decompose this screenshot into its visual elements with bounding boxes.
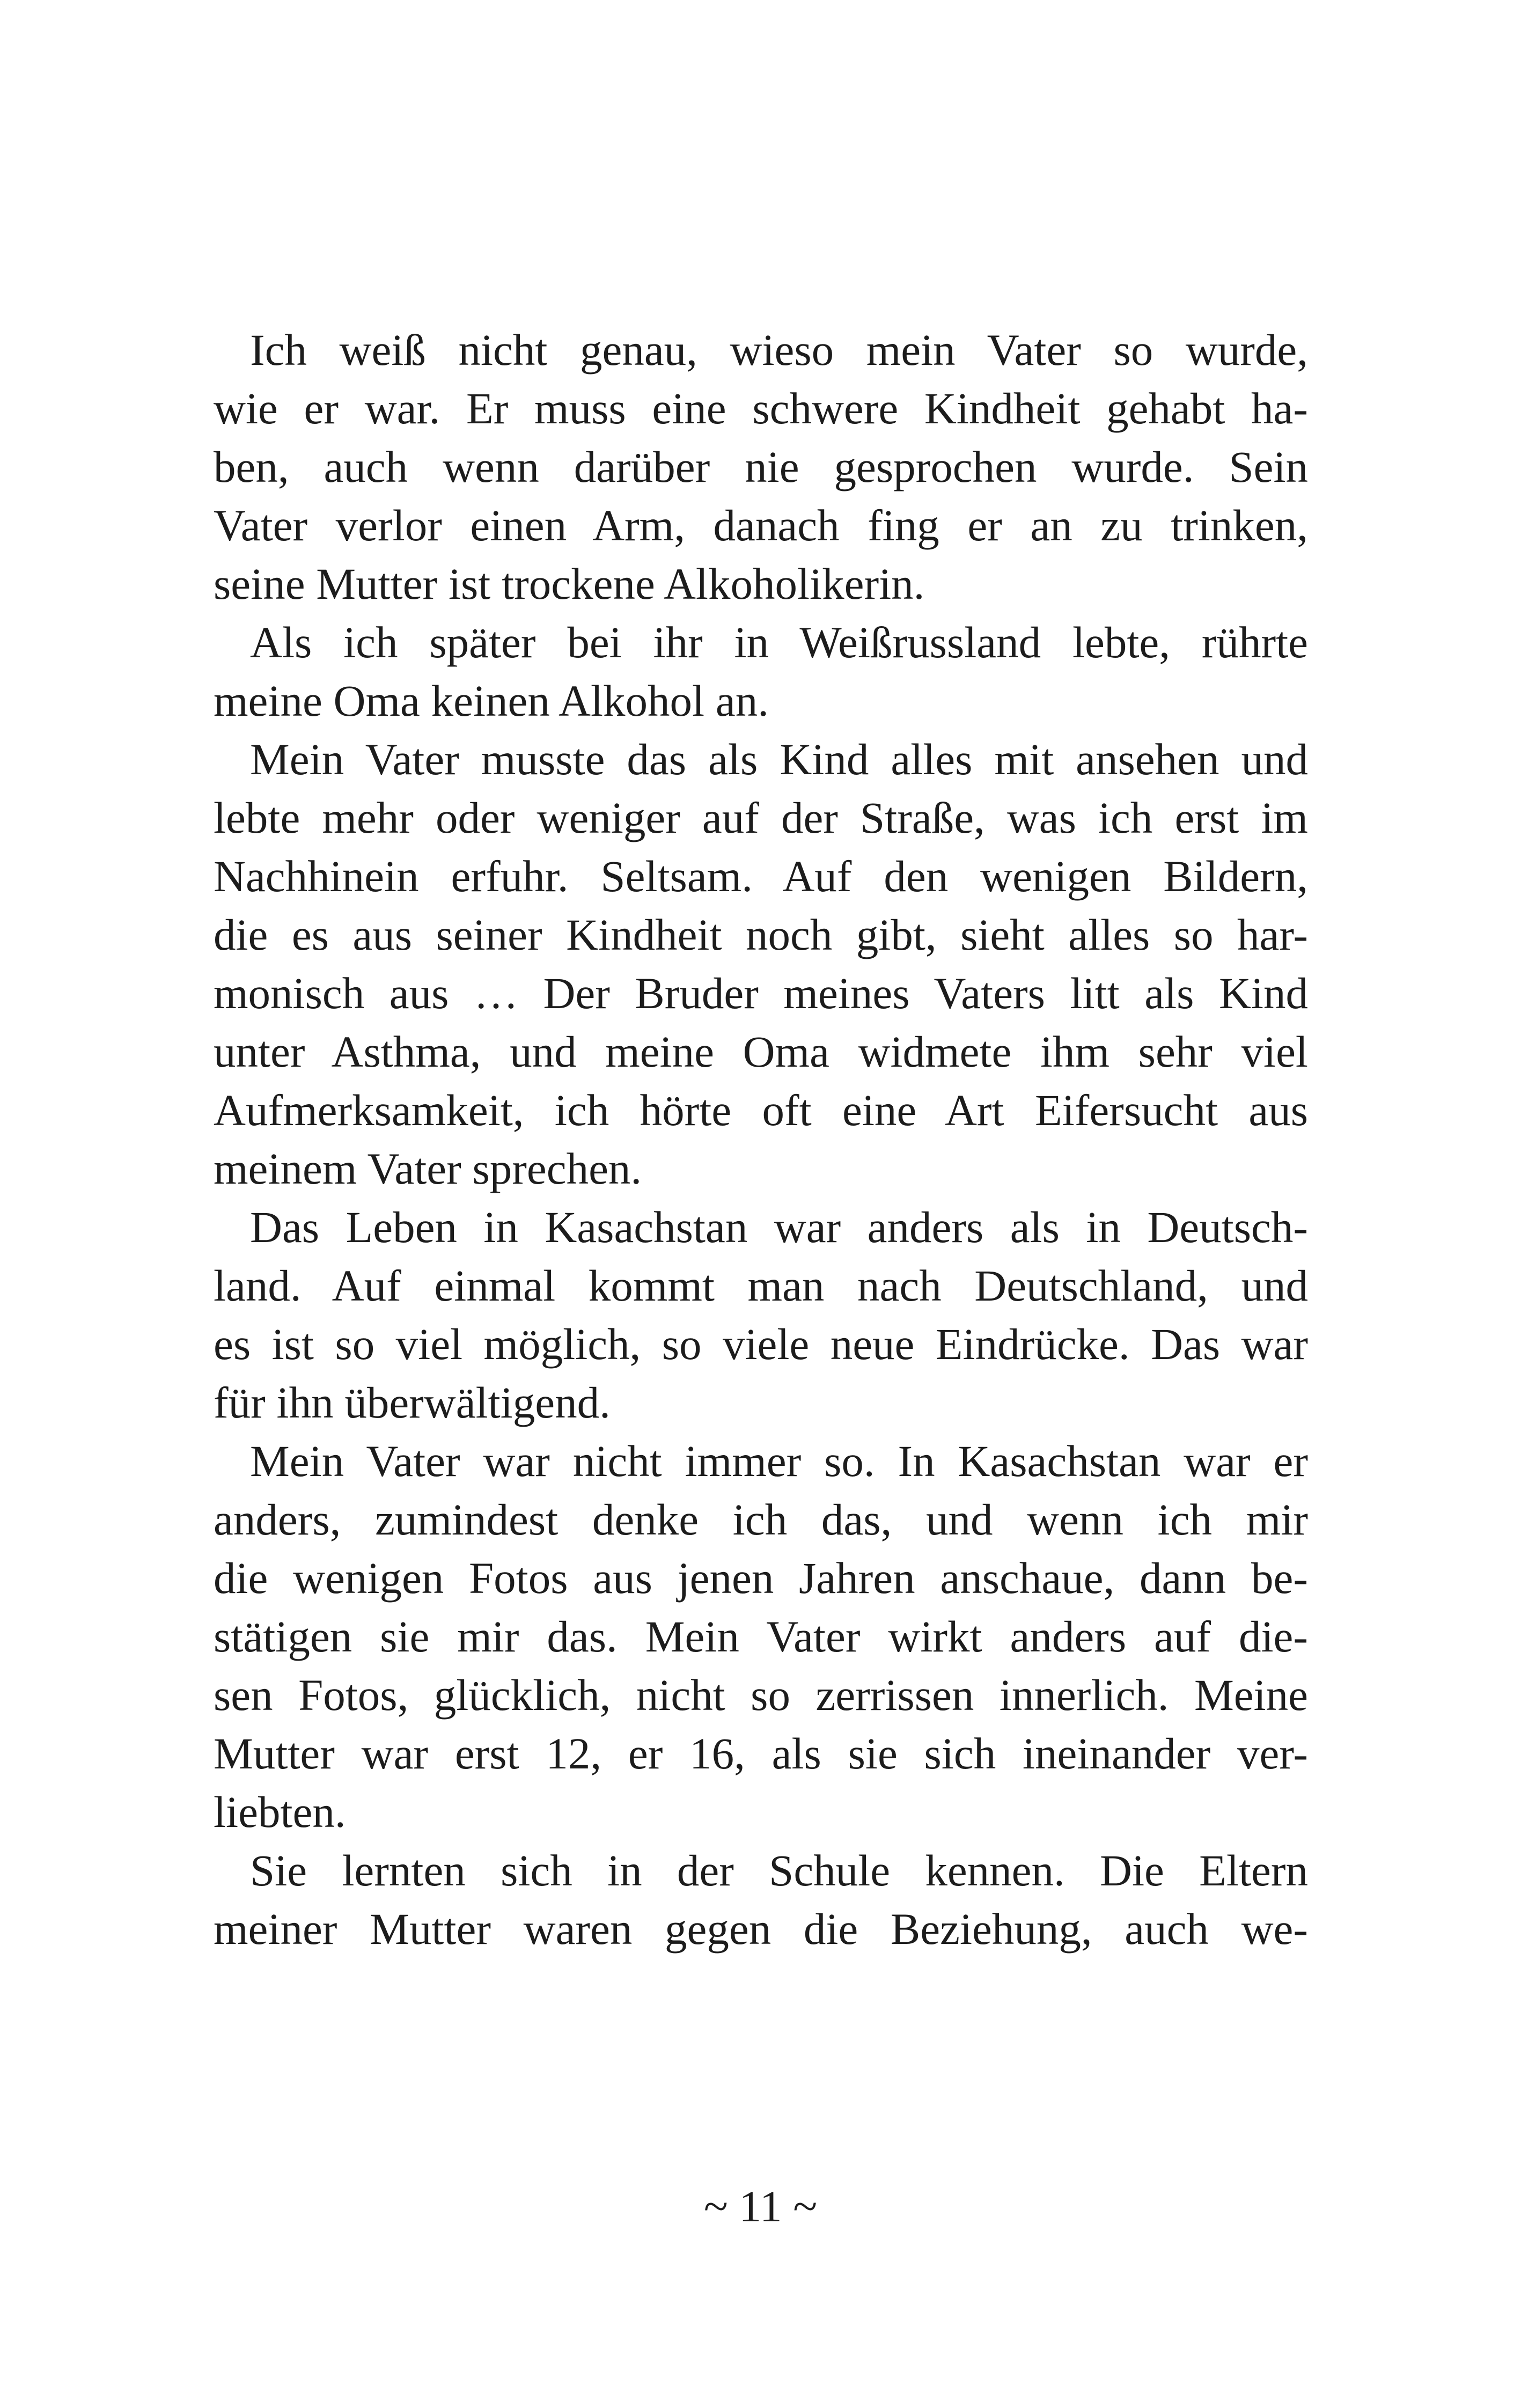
text-line: stätigen sie mir das. Mein Vater wirkt anders auf die- [214, 1612, 1308, 1661]
text-line: wie er war. Er muss eine schwere Kindheit gehabt ha- [214, 384, 1308, 433]
text-line: Mutter war erst 12, er 16, als sie sich ineinander ver- [214, 1729, 1308, 1778]
text-line: Mein Vater war nicht immer so. In Kasachstan war er [250, 1436, 1308, 1486]
page-number: ~ 11 ~ [703, 2182, 818, 2231]
text-line: Das Leben in Kasachstan war anders als in Deutsch- [250, 1202, 1308, 1252]
text-line: Sie lernten sich in der Schule kennen. Die Eltern [250, 1846, 1308, 1895]
text-line: Vater verlor einen Arm, danach fing er an zu trinken, [214, 501, 1308, 550]
paragraph [214, 613, 1308, 730]
text-line: sen Fotos, glücklich, nicht so zerrissen innerlich. Meine [214, 1670, 1308, 1720]
body-text [214, 321, 1308, 1958]
text-line: die wenigen Fotos aus jenen Jahren anschaue, dann be- [214, 1553, 1308, 1603]
text-line: Aufmerksamkeit, ich hörte oft eine Art Eifersucht aus [214, 1085, 1308, 1135]
text-line: Nachhinein erfuhr. Seltsam. Auf den wenigen Bildern, [214, 851, 1308, 901]
paragraph [214, 1841, 1308, 1958]
text-line: Ich weiß nicht genau, wieso mein Vater so wurde, [250, 325, 1308, 375]
paragraph [214, 1198, 1308, 1432]
text-line: liebten. [214, 1787, 346, 1837]
text-line: land. Auf einmal kommt man nach Deutschland, und [214, 1261, 1308, 1310]
paragraph [214, 730, 1308, 1198]
text-line: unter Asthma, und meine Oma widmete ihm sehr viel [214, 1027, 1308, 1076]
text-line: lebte mehr oder weniger auf der Straße, was ich erst im [214, 793, 1308, 842]
text-line: monisch aus … Der Bruder meines Vaters litt als Kind [214, 968, 1308, 1018]
paragraph [214, 1432, 1308, 1841]
text-line: meinem Vater sprechen. [214, 1144, 642, 1193]
text-line: die es aus seiner Kindheit noch gibt, sieht alles so har- [214, 910, 1308, 959]
text-line: anders, zumindest denke ich das, und wenn ich mir [214, 1495, 1308, 1544]
text-line: meiner Mutter waren gegen die Beziehung, auch we- [214, 1904, 1308, 1954]
text-line: seine Mutter ist trockene Alkoholikerin. [214, 559, 925, 608]
text-line: es ist so viel möglich, so viele neue Eindrücke. Das war [214, 1319, 1308, 1369]
text-line: Als ich später bei ihr in Weißrussland lebte, rührte [250, 618, 1308, 667]
text-line: meine Oma keinen Alkohol an. [214, 676, 769, 725]
paragraph [214, 321, 1308, 613]
text-line: Mein Vater musste das als Kind alles mit ansehen und [250, 735, 1308, 784]
text-line: ben, auch wenn darüber nie gesprochen wurde. Sein [214, 442, 1308, 491]
text-line: für ihn überwältigend. [214, 1378, 611, 1427]
